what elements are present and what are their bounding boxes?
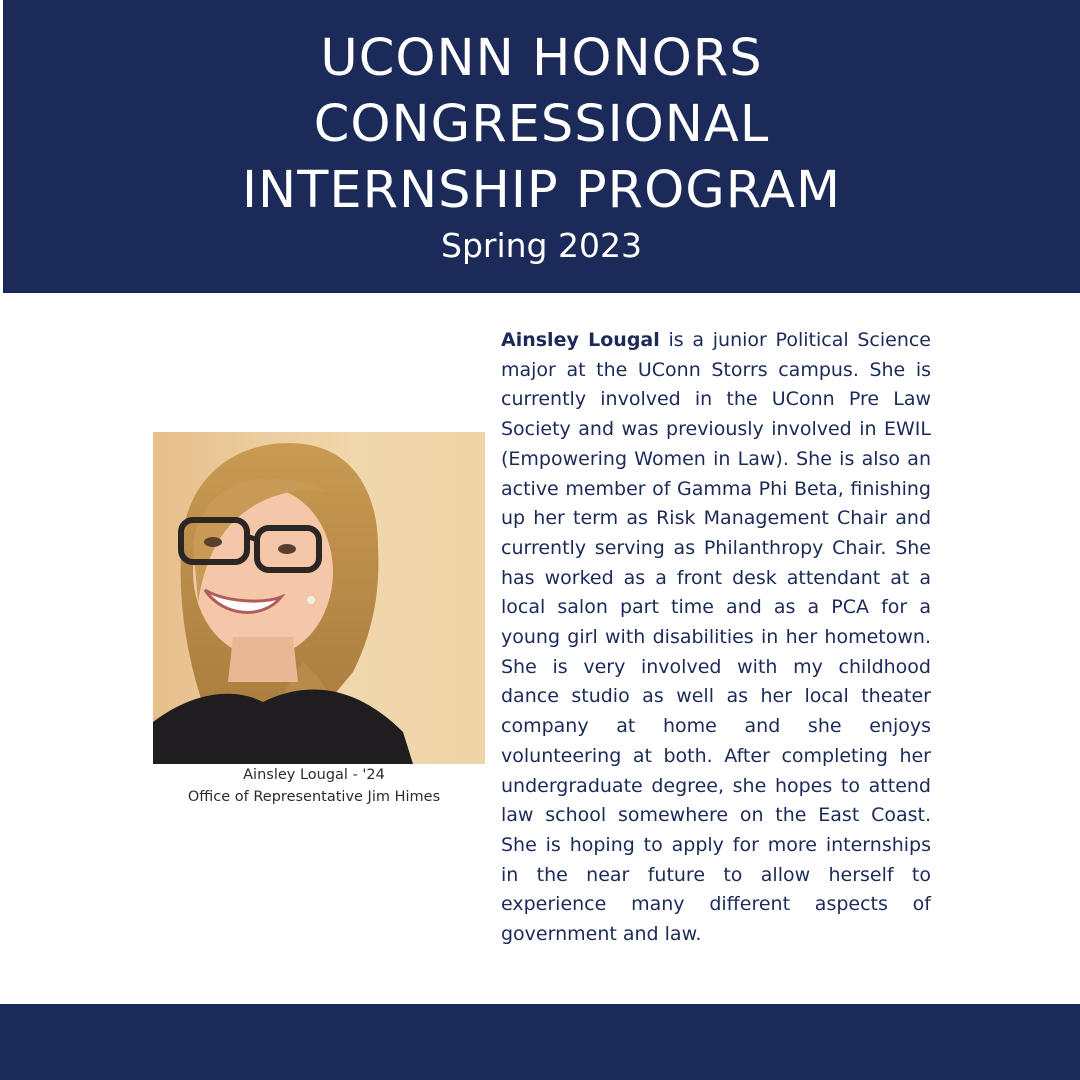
- portrait-image: [153, 432, 485, 764]
- footer-band: [0, 1004, 1080, 1080]
- header-banner: [3, 0, 1080, 293]
- caption-office: Office of Representative Jim Himes: [187, 789, 441, 805]
- profile-photo: [153, 432, 485, 764]
- title-line-2: CONGRESSIONAL: [313, 95, 770, 154]
- page-title: [3, 26, 1080, 224]
- bio-paragraph: [501, 326, 931, 950]
- title-line-1: UCONN HONORS: [320, 29, 763, 88]
- bio-name: Ainsley Lougal: [501, 329, 660, 351]
- caption-name-year: Ainsley Lougal - '24: [243, 767, 385, 783]
- bio-text: is a junior Political Science major at the UConn Storrs campus. She is currently involved in the UConn Pre Law Society and was previously involved in EWIL (Empowering Women in Law). She is also an active member of Gamma Phi Beta, finishing up her term as Risk Management Chair and currently serving as Philanthropy Chair. She has worked as a front desk attendant at a local salon part time and as a PCA for a young girl with disabilities in her hometown. She is very involved with my childhood dance studio as well as her local theater company at home and she enjoys volunteering at both. After completing her undergraduate degree, she hopes to attend law school somewhere on the East Coast. She is hoping to apply for more internships in the near future to allow herself to experience many different aspects of government and law.: [501, 329, 931, 946]
- photo-caption: [153, 764, 475, 808]
- semester-subtitle: Spring 2023: [441, 226, 642, 265]
- title-line-3: INTERNSHIP PROGRAM: [242, 161, 841, 220]
